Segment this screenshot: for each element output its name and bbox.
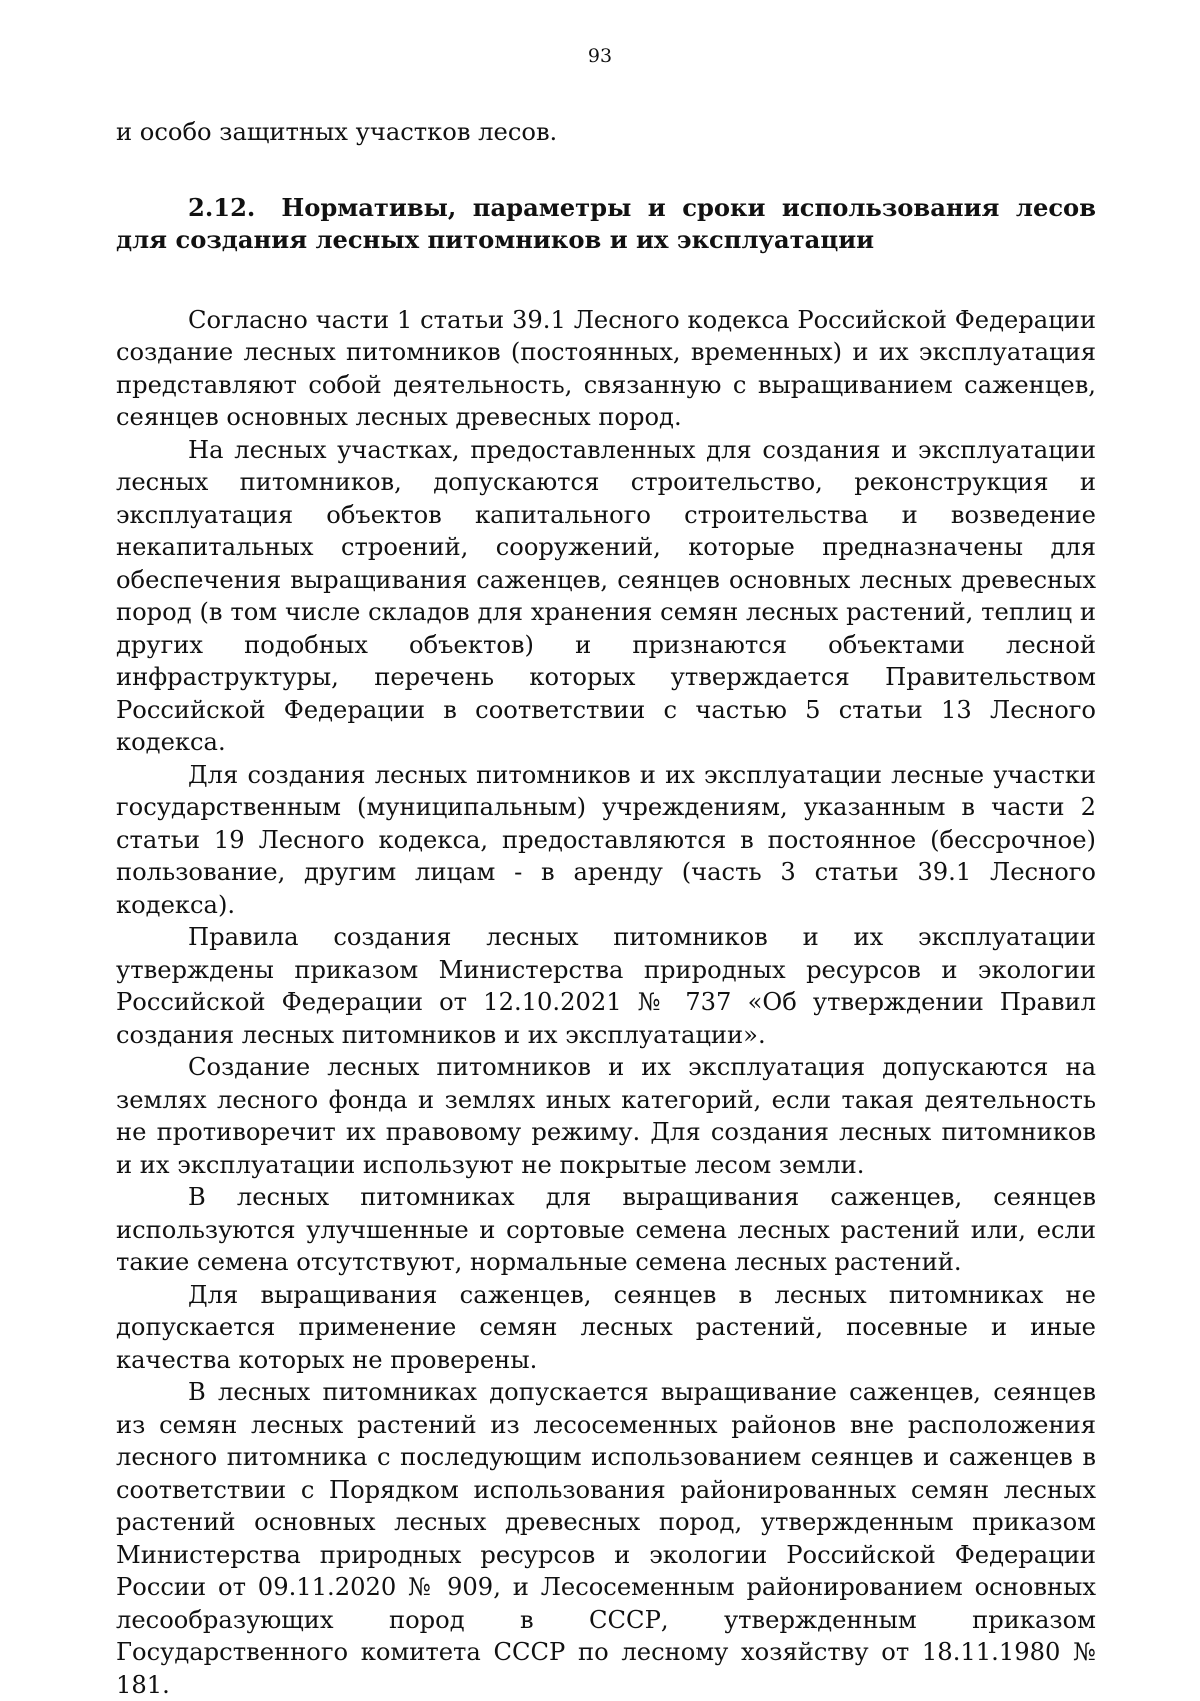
document-body — [116, 116, 1096, 1701]
paragraph-2: На лесных участках, предоставленных для создания и эксплуатации лесных питомников, допускаются строительство, реконструкция и эксплуатация объектов капитального строительства и возведение некапитальных строений, сооружений, которые предназначены для обеспечения выращивания саженцев, сеянцев основных лесных древесных пород (в том числе складов для хранения семян лесных растений, теплиц и других подобных объектов) и признаются объектами лесной инфраструктуры, перечень которых утверждается Правительством Российской Федерации в соответствии с частью 5 статьи 13 Лесного кодекса. — [116, 435, 1096, 756]
lead-fragment: и особо защитных участков лесов. — [116, 118, 558, 146]
section-title: Нормативы, параметры и сроки использования лесов для создания лесных питомников и их эксплуатации — [116, 192, 1096, 254]
page-number: 93 — [587, 45, 613, 67]
section-number: 2.12. — [188, 192, 256, 222]
paragraph-8: В лесных питомниках допускается выращивание саженцев, сеянцев из семян лесных растений из лесосеменных районов вне расположения лесного питомника с последующим использованием сеянцев и саженцев в соответствии с Порядком использования районированных семян лесных растений основных лесных древесных пород, утвержденным приказом Министерства природных ресурсов и экологии Российской Федерации России от 09.11.2020 № 909, и Лесосеменным районированием основных лесообразующих пород в СССР, утвержденным приказом Государственного комитета СССР по лесному хозяйству от 18.11.1980 № 181. — [116, 1378, 1096, 1699]
paragraph-3: Для создания лесных питомников и их эксплуатации лесные участки государственным (муниципальным) учреждениям, указанным в части 2 статьи 19 Лесного кодекса, предоставляются в постоянное (бессрочное) пользование, другим лицам - в аренду (часть 3 статьи 39.1 Лесного кодекса). — [116, 760, 1096, 919]
paragraph-5: Создание лесных питомников и их эксплуатация допускаются на землях лесного фонда и землях иных категорий, если такая деятельность не противоречит их правовому режиму. Для создания лесных питомников и их эксплуатации используют не покрытые лесом земли. — [116, 1053, 1096, 1179]
paragraph-4: Правила создания лесных питомников и их эксплуатации утверждены приказом Министерства природных ресурсов и экологии Российской Федерации от 12.10.2021 № 737 «Об утверждении Правил создания лесных питомников и их эксплуатации». — [116, 923, 1096, 1049]
paragraph-7: Для выращивания саженцев, сеянцев в лесных питомниках не допускается применение семян лесных растений, посевные и иные качества которых не проверены. — [116, 1280, 1096, 1374]
paragraph-1: Согласно части 1 статьи 39.1 Лесного кодекса Российской Федерации создание лесных питомников (постоянных, временных) и их эксплуатация представляют собой деятельность, связанную с выращиванием саженцев, сеянцев основных лесных древесных пород. — [116, 305, 1096, 431]
paragraph-6: В лесных питомниках для выращивания саженцев, сеянцев используются улучшенные и сортовые семена лесных растений или, если такие семена отсутствуют, нормальные семена лесных растений. — [116, 1183, 1096, 1276]
section-heading — [116, 192, 1096, 257]
